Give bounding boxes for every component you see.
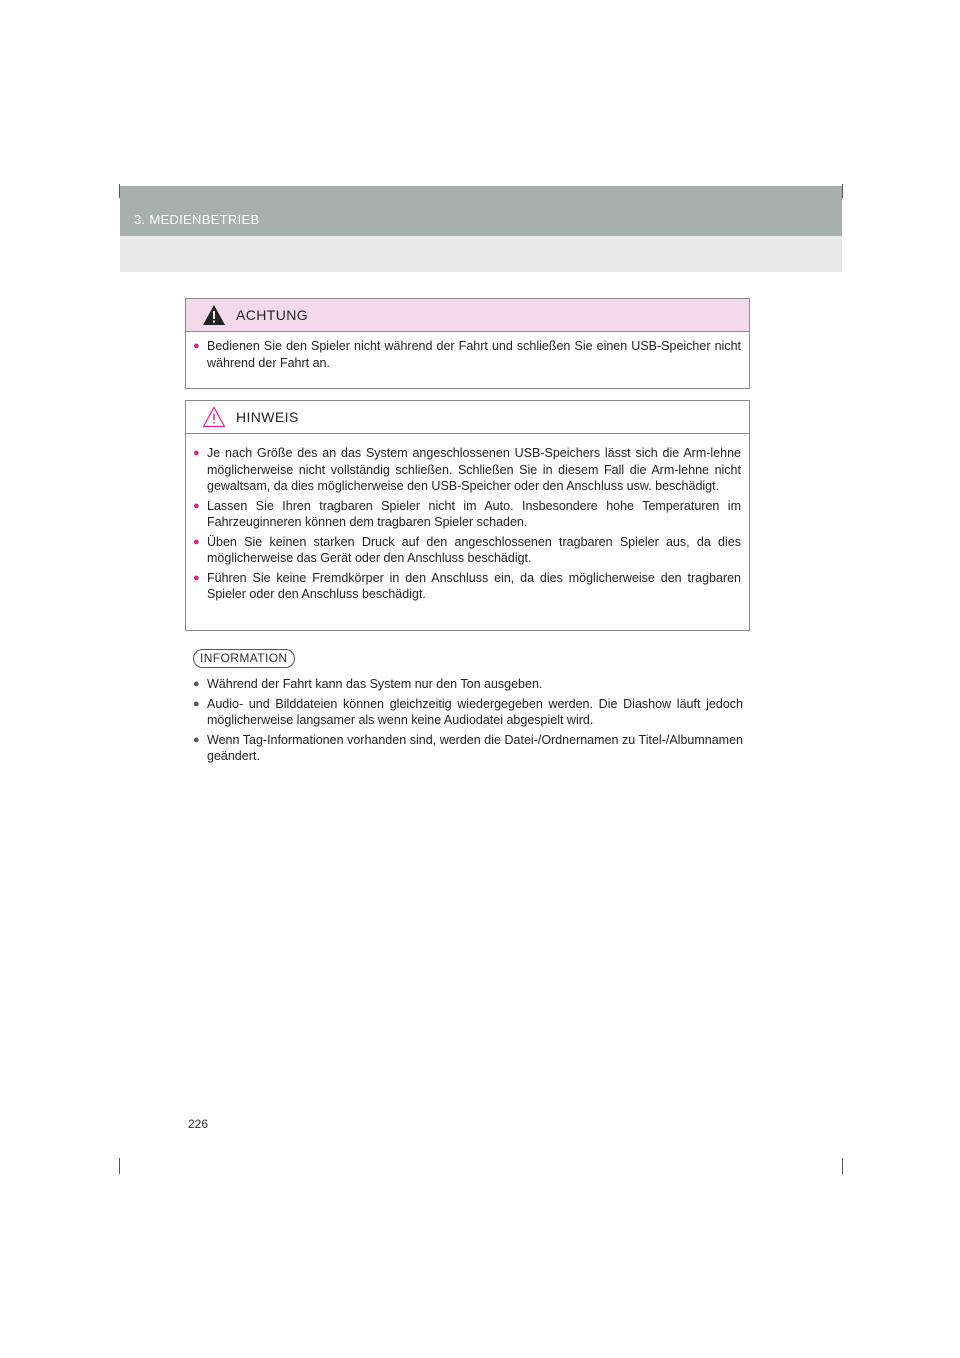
bullet-icon: ● xyxy=(193,340,200,352)
header-subband xyxy=(120,236,842,272)
information-list xyxy=(193,676,743,768)
warning-outline-icon xyxy=(202,406,226,428)
notice-box xyxy=(185,400,750,631)
caution-box xyxy=(185,298,750,389)
item-text: Bedienen Sie den Spieler nicht während der Fahrt und schließen Sie einen USB-Speicher nicht während der Fahrt an. xyxy=(207,339,741,370)
bullet-icon: ● xyxy=(193,499,200,512)
list-item xyxy=(193,570,741,603)
list-item xyxy=(193,676,743,693)
section-title: 3. MEDIENBETRIEB xyxy=(134,212,260,227)
caution-title: ACHTUNG xyxy=(236,307,309,323)
notice-title: HINWEIS xyxy=(236,409,299,425)
bullet-icon: ● xyxy=(193,697,200,710)
notice-body xyxy=(186,434,749,616)
list-item xyxy=(193,338,741,371)
crop-mark xyxy=(842,184,843,198)
list-item xyxy=(193,732,743,765)
list-item xyxy=(193,534,741,567)
information-tag: INFORMATION xyxy=(193,649,295,668)
item-text: Wenn Tag-Informationen vorhanden sind, werden die Datei-/Ordnernamen zu Titel-/Albumnamen geändert. xyxy=(207,732,743,763)
item-text: Üben Sie keinen starken Druck auf den angeschlossenen tragbaren Spieler aus, da dies möglicherweise das Gerät oder den Anschluss beschädigt. xyxy=(207,534,741,565)
item-text: Audio- und Bilddateien können gleichzeitig wiedergegeben werden. Die Diashow läuft jedoch möglicherweise langsamer als wenn keine Audiodatei abgespielt wird. xyxy=(207,696,743,727)
item-text: Lassen Sie Ihren tragbaren Spieler nicht im Auto. Insbesondere hohe Temperaturen im Fahrzeuginneren können dem tragbaren Spieler schaden. xyxy=(207,498,741,529)
bullet-icon: ● xyxy=(193,447,200,459)
item-text: Je nach Größe des an das System angeschlossenen USB-Speichers lässt sich die Arm-lehne möglicherweise nicht vollständig schließen. Schließen Sie in diesem Fall die Arm-lehne nicht gewaltsam, da dies möglicherweise den USB-Speicher oder den Anschluss usw. beschädigt. xyxy=(207,446,741,493)
bullet-icon: ● xyxy=(193,733,200,746)
page-number: 226 xyxy=(188,1117,209,1131)
item-text: Führen Sie keine Fremdkörper in den Anschluss ein, da dies möglicherweise den tragbaren Spieler oder den Anschluss beschädigt. xyxy=(207,570,741,601)
crop-mark xyxy=(119,1158,120,1174)
caution-body xyxy=(186,332,749,384)
warning-icon xyxy=(202,304,226,326)
bullet-icon: ● xyxy=(193,535,200,548)
header-band xyxy=(120,186,842,236)
list-item xyxy=(193,445,741,495)
crop-mark xyxy=(842,1158,843,1174)
bullet-icon: ● xyxy=(193,678,200,690)
bullet-icon: ● xyxy=(193,571,200,584)
notice-header xyxy=(186,401,749,434)
list-item xyxy=(193,696,743,729)
list-item xyxy=(193,498,741,531)
item-text: Während der Fahrt kann das System nur den Ton ausgeben. xyxy=(207,677,543,691)
caution-header xyxy=(186,299,749,332)
